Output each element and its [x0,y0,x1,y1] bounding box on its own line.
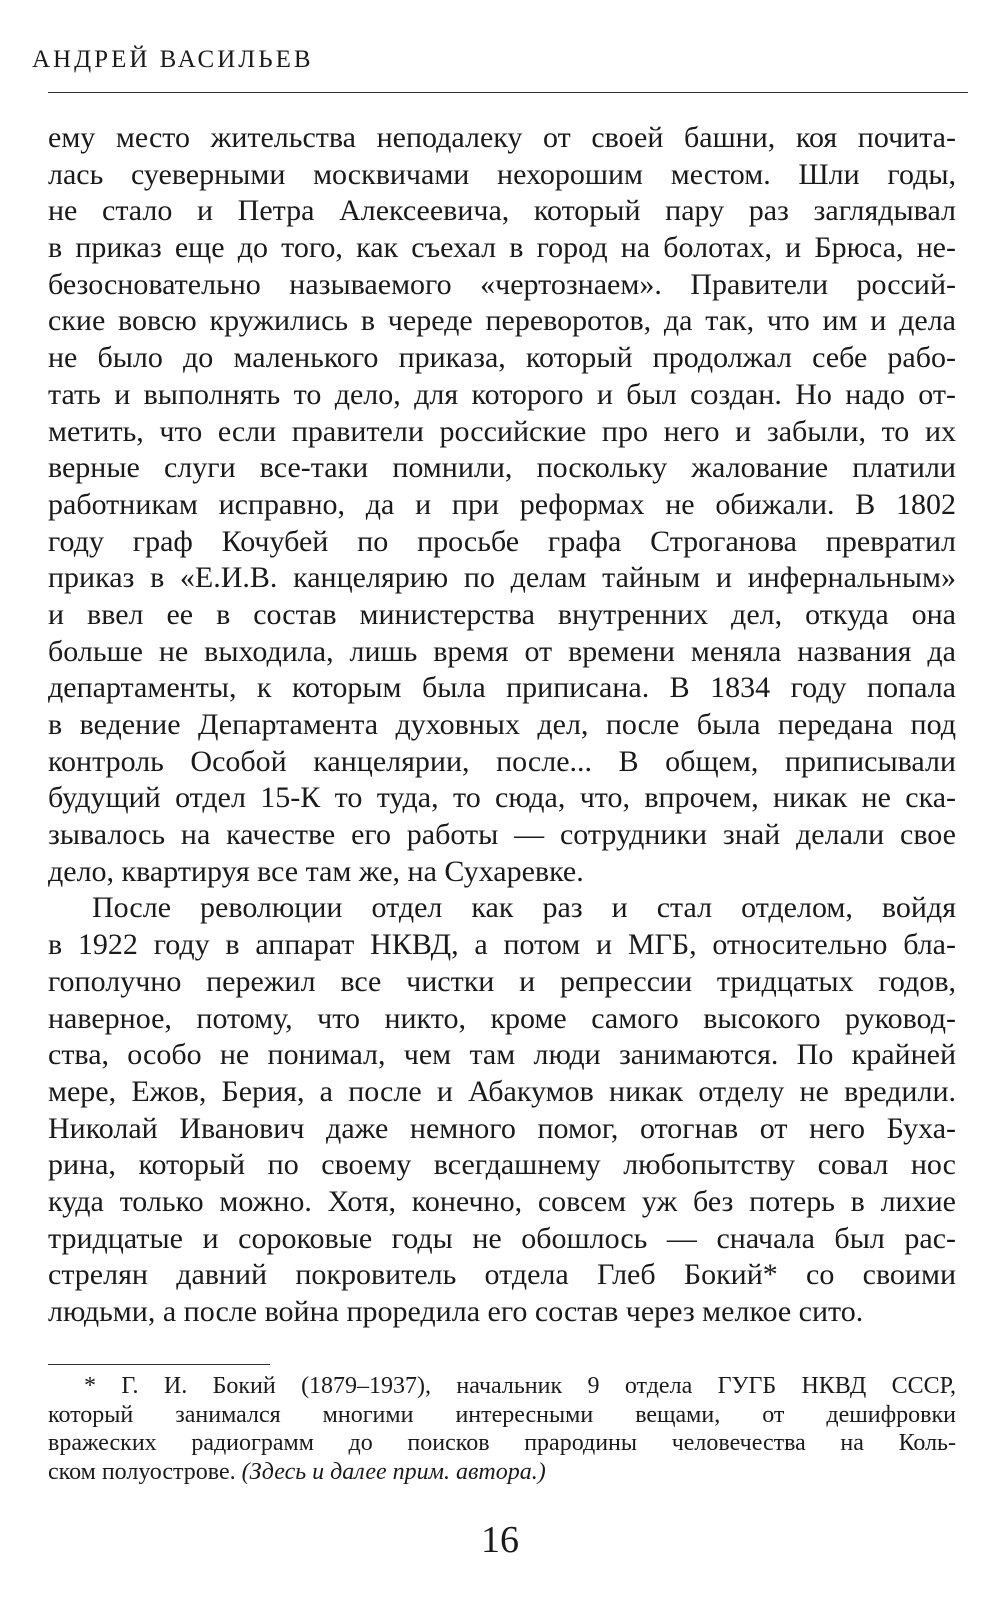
text-line: мере, Ежов, Берия, а после и Абакумов никак отделу не вредили. [48,1074,956,1108]
text-line: ему место жительства неподалеку от своей башни, коя почита- [48,121,956,154]
running-head: АНДРЕЙ ВАСИЛЬЕВ [32,46,314,73]
text-line: больше не выходила, лишь время от времени меняла названия да [48,634,956,668]
text-line: году граф Кочубей по просьбе графа Строганова превратил [48,524,956,558]
text-line: контроль Особой канцелярии, после... В общем, приписывали [48,744,956,778]
paragraph-2 [48,890,956,1330]
text-line: не стало и Петра Алексеевича, который пару раз заглядывал [48,194,956,228]
text-line: департаменты, к которым была приписана. В 1834 году попала [48,671,956,705]
text-line: и ввел ее в состав министерства внутренних дел, откуда она [48,597,956,631]
footnote-rule [48,1364,270,1365]
footnote [48,1372,956,1486]
text-line: стрелян давний покровитель отдела Глеб Бокий* со своими [48,1258,956,1292]
text-line: в ведение Департамента духовных дел, после была передана под [48,708,956,741]
text-line: После революции отдел как раз и стал отделом, войдя [92,891,956,925]
body-text [48,120,956,1331]
text-line: гополучно пережил все чистки и репрессии тридцатых годов, [48,964,956,998]
footnote-line: * Г. И. Бокий (1879–1937), начальник 9 отдела ГУГБ НКВД СССР, [84,1373,956,1399]
header-rule [48,92,968,93]
text-line: куда только можно. Хотя, конечно, совсем уж без потерь в лихие [48,1184,956,1218]
text-line: в 1922 году в аппарат НКВД, а потом и МГБ, относительно бла- [48,928,956,962]
text-line: тридцатые и сороковые годы не обошлось — сначала был рас- [48,1221,956,1255]
text-line: безосновательно называемого «чертознаем». Правители россий- [48,267,956,301]
footnote-line: вражеских радиограмм до поисков прародины человечества на Коль- [48,1430,956,1456]
text-line: рина, который по своему всегдашнему любопытству совал нос [48,1148,956,1182]
text-line: в приказ еще до того, как съехал в город на болотах, и Брюса, не- [48,231,956,265]
paragraph-1 [48,120,956,890]
author-note: (Здесь и далее прим. автора.) [241,1458,546,1485]
text-line: приказ в «Е.И.В. канцелярию по делам тайным и инфернальным» [48,561,956,595]
text-line: людьми, а после война проредила его состав через мелкое сито. [48,1295,864,1328]
text-line: Николай Иванович даже немного помог, отогнав от него Буха- [48,1111,956,1145]
text-line: дело, квартируя все там же, на Сухаревке. [48,854,584,888]
text-line: зывалось на качестве его работы — сотрудники знай делали свое [48,818,956,852]
text-line: наверное, потому, что никто, кроме самого высокого руковод- [48,1001,956,1035]
text-line: верные слуги все-таки помнили, поскольку жалование платили [48,451,956,485]
text-line: не было до маленького приказа, который продолжал себе рабо- [48,341,956,375]
footnote-line: ском полуострове. (Здесь и далее прим. автора.) [48,1458,546,1485]
text-line: ские вовсю кружились в череде переворотов, да так, что им и дела [48,304,956,338]
text-line: метить, что если правители российские про него и забыли, то их [48,414,956,448]
text-line: лась суеверными москвичами нехорошим местом. Шли годы, [48,157,956,191]
text-line: тать и выполнять то дело, для которого и был создан. Но надо от- [48,377,956,411]
text-line: ства, особо не понимал, чем там люди занимаются. По крайней [48,1038,956,1072]
footnote-line: который занимался многими интересными вещами, от дешифровки [48,1401,956,1428]
text-line: работникам исправно, да и при реформах не обижали. В 1802 [48,487,956,521]
page-number: 16 [481,1519,519,1561]
text-line: будущий отдел 15-К то туда, то сюда, что, впрочем, никак не ска- [48,781,956,815]
